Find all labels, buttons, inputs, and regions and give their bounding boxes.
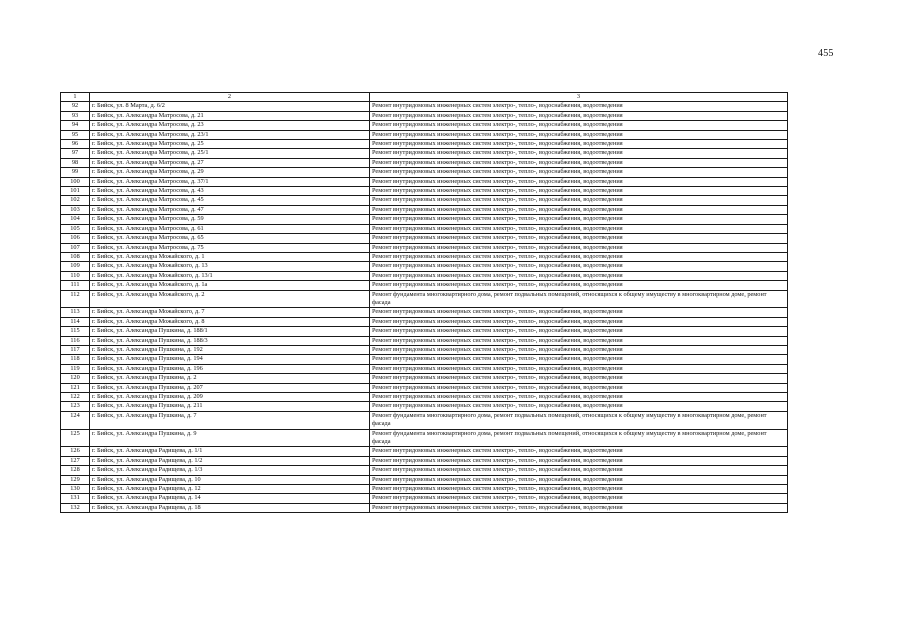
address-cell: г. Бийск, ул. Александра Пушкина, д. 209 bbox=[90, 393, 370, 402]
work-type-cell: Ремонт внутридомовых инженерных систем электро-, тепло-, водоснабжения, водоотведения bbox=[370, 140, 788, 149]
address-cell: г. Бийск, ул. Александра Матросова, д. 47 bbox=[90, 205, 370, 214]
table-row bbox=[61, 336, 788, 345]
row-number-cell: 93 bbox=[61, 111, 90, 120]
work-type-cell: Ремонт внутридомовых инженерных систем электро-, тепло-, водоснабжения, водоотведения bbox=[370, 447, 788, 456]
table-row bbox=[61, 130, 788, 139]
address-cell: г. Бийск, ул. Александра Матросова, д. 25/1 bbox=[90, 149, 370, 158]
work-type-cell: Ремонт внутридомовых инженерных систем электро-, тепло-, водоснабжения, водоотведения bbox=[370, 355, 788, 364]
work-type-cell: Ремонт фундамента многоквартирного дома, ремонт подвальных помещений, относящихся к общему имуществу в многоквартирном доме, ремонт фасада bbox=[370, 411, 788, 429]
table-row bbox=[61, 345, 788, 354]
row-number-cell: 131 bbox=[61, 494, 90, 503]
row-number-cell: 99 bbox=[61, 168, 90, 177]
header-col-2: 2 bbox=[90, 93, 370, 102]
address-cell: г. Бийск, ул. Александра Пушкина, д. 7 bbox=[90, 411, 370, 429]
row-number-cell: 129 bbox=[61, 475, 90, 484]
work-type-cell: Ремонт внутридомовых инженерных систем электро-, тепло-, водоснабжения, водоотведения bbox=[370, 177, 788, 186]
table-row bbox=[61, 102, 788, 111]
row-number-cell: 126 bbox=[61, 447, 90, 456]
work-type-cell: Ремонт фундамента многоквартирного дома, ремонт подвальных помещений, относящихся к общему имуществу в многоквартирном доме, ремонт фасада bbox=[370, 429, 788, 447]
work-type-cell: Ремонт внутридомовых инженерных систем электро-, тепло-, водоснабжения, водоотведения bbox=[370, 327, 788, 336]
row-number-cell: 113 bbox=[61, 308, 90, 317]
address-cell: г. Бийск, ул. Александра Матросова, д. 29 bbox=[90, 168, 370, 177]
address-cell: г. Бийск, ул. Александра Пушкина, д. 194 bbox=[90, 355, 370, 364]
table-row bbox=[61, 494, 788, 503]
address-cell: г. Бийск, ул. Александра Матросова, д. 43 bbox=[90, 187, 370, 196]
table-row bbox=[61, 215, 788, 224]
table-row bbox=[61, 234, 788, 243]
address-cell: г. Бийск, ул. Александра Радищева, д. 18 bbox=[90, 503, 370, 512]
table-row bbox=[61, 429, 788, 447]
row-number-cell: 118 bbox=[61, 355, 90, 364]
address-cell: г. Бийск, ул. 8 Марта, д. 6/2 bbox=[90, 102, 370, 111]
row-number-cell: 100 bbox=[61, 177, 90, 186]
address-cell: г. Бийск, ул. Александра Матросова, д. 45 bbox=[90, 196, 370, 205]
row-number-cell: 123 bbox=[61, 402, 90, 411]
row-number-cell: 108 bbox=[61, 252, 90, 261]
table-row bbox=[61, 196, 788, 205]
address-cell: г. Бийск, ул. Александра Можайского, д. 1 bbox=[90, 252, 370, 261]
work-type-cell: Ремонт внутридомовых инженерных систем электро-, тепло-, водоснабжения, водоотведения bbox=[370, 475, 788, 484]
work-type-cell: Ремонт внутридомовых инженерных систем электро-, тепло-, водоснабжения, водоотведения bbox=[370, 149, 788, 158]
row-number-cell: 96 bbox=[61, 140, 90, 149]
row-number-cell: 104 bbox=[61, 215, 90, 224]
address-cell: г. Бийск, ул. Александра Можайского, д. 1а bbox=[90, 281, 370, 290]
work-type-cell: Ремонт внутридомовых инженерных систем электро-, тепло-, водоснабжения, водоотведения bbox=[370, 393, 788, 402]
work-type-cell: Ремонт внутридомовых инженерных систем электро-, тепло-, водоснабжения, водоотведения bbox=[370, 308, 788, 317]
address-cell: г. Бийск, ул. Александра Пушкина, д. 9 bbox=[90, 429, 370, 447]
address-cell: г. Бийск, ул. Александра Матросова, д. 23/1 bbox=[90, 130, 370, 139]
table-row bbox=[61, 411, 788, 429]
work-type-cell: Ремонт внутридомовых инженерных систем электро-, тепло-, водоснабжения, водоотведения bbox=[370, 243, 788, 252]
address-cell: г. Бийск, ул. Александра Матросова, д. 61 bbox=[90, 224, 370, 233]
table-row bbox=[61, 466, 788, 475]
work-type-cell: Ремонт внутридомовых инженерных систем электро-, тепло-, водоснабжения, водоотведения bbox=[370, 271, 788, 280]
row-number-cell: 121 bbox=[61, 383, 90, 392]
table-row bbox=[61, 393, 788, 402]
table-row bbox=[61, 149, 788, 158]
address-cell: г. Бийск, ул. Александра Радищева, д. 1/2 bbox=[90, 456, 370, 465]
work-type-cell: Ремонт внутридомовых инженерных систем электро-, тепло-, водоснабжения, водоотведения bbox=[370, 262, 788, 271]
table-row bbox=[61, 355, 788, 364]
address-cell: г. Бийск, ул. Александра Можайского, д. 7 bbox=[90, 308, 370, 317]
address-cell: г. Бийск, ул. Александра Пушкина, д. 188/1 bbox=[90, 327, 370, 336]
work-type-cell: Ремонт внутридомовых инженерных систем электро-, тепло-, водоснабжения, водоотведения bbox=[370, 494, 788, 503]
table-row bbox=[61, 383, 788, 392]
row-number-cell: 95 bbox=[61, 130, 90, 139]
work-type-cell: Ремонт внутридомовых инженерных систем электро-, тепло-, водоснабжения, водоотведения bbox=[370, 196, 788, 205]
work-type-cell: Ремонт внутридомовых инженерных систем электро-, тепло-, водоснабжения, водоотведения bbox=[370, 345, 788, 354]
table-row bbox=[61, 308, 788, 317]
address-cell: г. Бийск, ул. Александра Пушкина, д. 196 bbox=[90, 364, 370, 373]
row-number-cell: 117 bbox=[61, 345, 90, 354]
row-number-cell: 98 bbox=[61, 158, 90, 167]
row-number-cell: 92 bbox=[61, 102, 90, 111]
row-number-cell: 132 bbox=[61, 503, 90, 512]
work-type-cell: Ремонт внутридомовых инженерных систем электро-, тепло-, водоснабжения, водоотведения bbox=[370, 485, 788, 494]
table-row bbox=[61, 252, 788, 261]
table-row bbox=[61, 111, 788, 120]
table-row bbox=[61, 374, 788, 383]
table-row bbox=[61, 262, 788, 271]
work-type-cell: Ремонт внутридомовых инженерных систем электро-, тепло-, водоснабжения, водоотведения bbox=[370, 374, 788, 383]
row-number-cell: 125 bbox=[61, 429, 90, 447]
work-type-cell: Ремонт внутридомовых инженерных систем электро-, тепло-, водоснабжения, водоотведения bbox=[370, 168, 788, 177]
address-cell: г. Бийск, ул. Александра Пушкина, д. 2 bbox=[90, 374, 370, 383]
address-cell: г. Бийск, ул. Александра Радищева, д. 1/3 bbox=[90, 466, 370, 475]
row-number-cell: 112 bbox=[61, 290, 90, 308]
row-number-cell: 124 bbox=[61, 411, 90, 429]
address-cell: г. Бийск, ул. Александра Матросова, д. 23 bbox=[90, 121, 370, 130]
address-cell: г. Бийск, ул. Александра Пушкина, д. 188/3 bbox=[90, 336, 370, 345]
address-cell: г. Бийск, ул. Александра Матросова, д. 75 bbox=[90, 243, 370, 252]
work-type-cell: Ремонт внутридомовых инженерных систем электро-, тепло-, водоснабжения, водоотведения bbox=[370, 187, 788, 196]
row-number-cell: 115 bbox=[61, 327, 90, 336]
row-number-cell: 130 bbox=[61, 485, 90, 494]
work-type-cell: Ремонт внутридомовых инженерных систем электро-, тепло-, водоснабжения, водоотведения bbox=[370, 364, 788, 373]
row-number-cell: 103 bbox=[61, 205, 90, 214]
row-number-cell: 106 bbox=[61, 234, 90, 243]
table-row bbox=[61, 317, 788, 326]
row-number-cell: 116 bbox=[61, 336, 90, 345]
header-col-1: 1 bbox=[61, 93, 90, 102]
address-cell: г. Бийск, ул. Александра Можайского, д. 13/1 bbox=[90, 271, 370, 280]
row-number-cell: 102 bbox=[61, 196, 90, 205]
work-type-cell: Ремонт внутридомовых инженерных систем электро-, тепло-, водоснабжения, водоотведения bbox=[370, 205, 788, 214]
table-row bbox=[61, 475, 788, 484]
table-row bbox=[61, 327, 788, 336]
table-row bbox=[61, 503, 788, 512]
table-body bbox=[61, 102, 788, 513]
work-type-cell: Ремонт внутридомовых инженерных систем электро-, тепло-, водоснабжения, водоотведения bbox=[370, 234, 788, 243]
address-cell: г. Бийск, ул. Александра Матросова, д. 59 bbox=[90, 215, 370, 224]
table-row bbox=[61, 177, 788, 186]
address-cell: г. Бийск, ул. Александра Радищева, д. 10 bbox=[90, 475, 370, 484]
table-row bbox=[61, 168, 788, 177]
work-type-cell: Ремонт фундамента многоквартирного дома, ремонт подвальных помещений, относящихся к общему имуществу в многоквартирном доме, ремонт фасада bbox=[370, 290, 788, 308]
work-type-cell: Ремонт внутридомовых инженерных систем электро-, тепло-, водоснабжения, водоотведения bbox=[370, 503, 788, 512]
table-row bbox=[61, 243, 788, 252]
address-cell: г. Бийск, ул. Александра Пушкина, д. 207 bbox=[90, 383, 370, 392]
row-number-cell: 94 bbox=[61, 121, 90, 130]
work-type-cell: Ремонт внутридомовых инженерных систем электро-, тепло-, водоснабжения, водоотведения bbox=[370, 215, 788, 224]
work-type-cell: Ремонт внутридомовых инженерных систем электро-, тепло-, водоснабжения, водоотведения bbox=[370, 456, 788, 465]
work-type-cell: Ремонт внутридомовых инженерных систем электро-, тепло-, водоснабжения, водоотведения bbox=[370, 402, 788, 411]
row-number-cell: 109 bbox=[61, 262, 90, 271]
table-row bbox=[61, 224, 788, 233]
work-type-cell: Ремонт внутридомовых инженерных систем электро-, тепло-, водоснабжения, водоотведения bbox=[370, 158, 788, 167]
row-number-cell: 97 bbox=[61, 149, 90, 158]
address-cell: г. Бийск, ул. Александра Матросова, д. 65 bbox=[90, 234, 370, 243]
table-row bbox=[61, 447, 788, 456]
table-row bbox=[61, 456, 788, 465]
address-cell: г. Бийск, ул. Александра Радищева, д. 14 bbox=[90, 494, 370, 503]
address-cell: г. Бийск, ул. Александра Пушкина, д. 211 bbox=[90, 402, 370, 411]
works-table bbox=[60, 92, 788, 513]
header-col-3: 3 bbox=[370, 93, 788, 102]
address-cell: г. Бийск, ул. Александра Можайского, д. 2 bbox=[90, 290, 370, 308]
work-type-cell: Ремонт внутридомовых инженерных систем электро-, тепло-, водоснабжения, водоотведения bbox=[370, 224, 788, 233]
table-row bbox=[61, 187, 788, 196]
row-number-cell: 119 bbox=[61, 364, 90, 373]
address-cell: г. Бийск, ул. Александра Матросова, д. 21 bbox=[90, 111, 370, 120]
work-type-cell: Ремонт внутридомовых инженерных систем электро-, тепло-, водоснабжения, водоотведения bbox=[370, 466, 788, 475]
table-row bbox=[61, 158, 788, 167]
table-row bbox=[61, 140, 788, 149]
address-cell: г. Бийск, ул. Александра Матросова, д. 27 bbox=[90, 158, 370, 167]
row-number-cell: 110 bbox=[61, 271, 90, 280]
work-type-cell: Ремонт внутридомовых инженерных систем электро-, тепло-, водоснабжения, водоотведения bbox=[370, 252, 788, 261]
work-type-cell: Ремонт внутридомовых инженерных систем электро-, тепло-, водоснабжения, водоотведения bbox=[370, 281, 788, 290]
table-row bbox=[61, 402, 788, 411]
row-number-cell: 107 bbox=[61, 243, 90, 252]
work-type-cell: Ремонт внутридомовых инженерных систем электро-, тепло-, водоснабжения, водоотведения bbox=[370, 130, 788, 139]
table-row bbox=[61, 364, 788, 373]
row-number-cell: 120 bbox=[61, 374, 90, 383]
row-number-cell: 122 bbox=[61, 393, 90, 402]
address-cell: г. Бийск, ул. Александра Можайского, д. 13 bbox=[90, 262, 370, 271]
work-type-cell: Ремонт внутридомовых инженерных систем электро-, тепло-, водоснабжения, водоотведения bbox=[370, 383, 788, 392]
address-cell: г. Бийск, ул. Александра Можайского, д. 8 bbox=[90, 317, 370, 326]
table-header-row bbox=[61, 93, 788, 102]
work-type-cell: Ремонт внутридомовых инженерных систем электро-, тепло-, водоснабжения, водоотведения bbox=[370, 111, 788, 120]
work-type-cell: Ремонт внутридомовых инженерных систем электро-, тепло-, водоснабжения, водоотведения bbox=[370, 121, 788, 130]
address-cell: г. Бийск, ул. Александра Радищева, д. 12 bbox=[90, 485, 370, 494]
row-number-cell: 127 bbox=[61, 456, 90, 465]
address-cell: г. Бийск, ул. Александра Матросова, д. 25 bbox=[90, 140, 370, 149]
address-cell: г. Бийск, ул. Александра Радищева, д. 1/1 bbox=[90, 447, 370, 456]
address-cell: г. Бийск, ул. Александра Пушкина, д. 192 bbox=[90, 345, 370, 354]
page-number: 455 bbox=[818, 48, 834, 59]
row-number-cell: 101 bbox=[61, 187, 90, 196]
row-number-cell: 128 bbox=[61, 466, 90, 475]
table-row bbox=[61, 485, 788, 494]
table-row bbox=[61, 290, 788, 308]
table-row bbox=[61, 205, 788, 214]
row-number-cell: 105 bbox=[61, 224, 90, 233]
row-number-cell: 111 bbox=[61, 281, 90, 290]
work-type-cell: Ремонт внутридомовых инженерных систем электро-, тепло-, водоснабжения, водоотведения bbox=[370, 102, 788, 111]
table-row bbox=[61, 121, 788, 130]
row-number-cell: 114 bbox=[61, 317, 90, 326]
table-row bbox=[61, 281, 788, 290]
work-type-cell: Ремонт внутридомовых инженерных систем электро-, тепло-, водоснабжения, водоотведения bbox=[370, 336, 788, 345]
table-row bbox=[61, 271, 788, 280]
work-type-cell: Ремонт внутридомовых инженерных систем электро-, тепло-, водоснабжения, водоотведения bbox=[370, 317, 788, 326]
address-cell: г. Бийск, ул. Александра Матросова, д. 37/1 bbox=[90, 177, 370, 186]
